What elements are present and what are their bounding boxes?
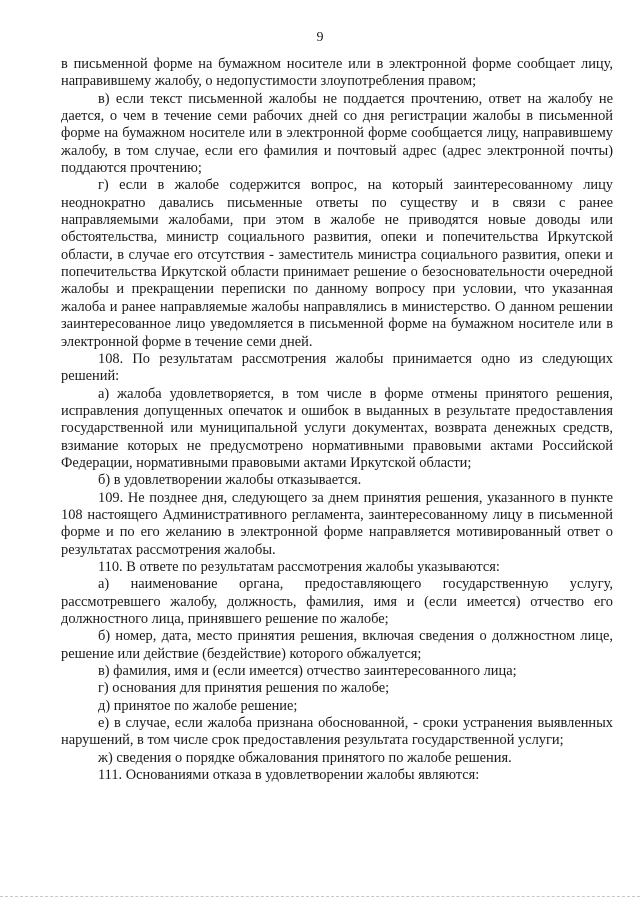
paragraph-108: 108. По результатам рассмотрения жалобы принимается одно из следующих решений: [61, 350, 613, 385]
page-number: 9 [316, 30, 324, 45]
paragraph-109: 109. Не позднее дня, следующего за днем принятия решения, указанного в пункте 108 настоящего Административного регламента, заинтересованному лицу в письменной форме и по его желанию в электронной форме направляется мотивированный ответ о результатах рассмотрения жалобы. [61, 489, 613, 558]
paragraph-110-b: б) номер, дата, место принятия решения, включая сведения о должностном лице, решение или действие (бездействие) которого обжалуется; [61, 628, 613, 662]
document-body [61, 56, 613, 784]
paragraph-110-d: д) принятое по жалобе решение; [98, 697, 298, 714]
scan-edge-line [0, 896, 640, 898]
paragraph-110-zh: ж) сведения о порядке обжалования принятого по жалобе решения. [98, 749, 512, 766]
paragraph-111: 111. Основаниями отказа в удовлетворении жалобы являются: [98, 767, 480, 784]
paragraph-item-g: г) если в жалобе содержится вопрос, на который заинтересованному лицу неоднократно давались письменные ответы по существу и в связи с ранее направляемыми жалобами, при этом в жалобе не приводятся новые доводы или обстоятельства, министр социального развития, опеки и попечительства Иркутской области, в случае его отсутствия - заместитель министра социального развития, опеки и попечительства Иркутской области принимает решение о безосновательности очередной жалобы и прекращении переписки по данному вопросу при условии, что указанная жалоба и ранее направляемые жалобы направлялись в министерство. О данном решении заинтересованное лицо уведомляется в письменной форме на бумажном носителе или в электронной форме в течение семи дней. [61, 177, 613, 350]
paragraph-108-b: б) в удовлетворении жалобы отказывается. [98, 472, 362, 489]
paragraph-110-g: г) основания для принятия решения по жалобе; [98, 680, 390, 697]
paragraph-110-v: в) фамилия, имя и (если имеется) отчество заинтересованного лица; [98, 663, 517, 680]
paragraph-item-v: в) если текст письменной жалобы не поддается прочтению, ответ на жалобу не дается, о чем в течение семи рабочих дней со дня регистрации жалобы в письменной форме на бумажном носителе или в электронной форме сообщается лицу, направившему жалобу, в том случае, если его фамилия и почтовый адрес (адрес электронной почты) поддаются прочтению; [61, 90, 613, 177]
paragraph-continuation: в письменной форме на бумажном носителе или в электронной форме сообщает лицу, направившему жалобу, о недопустимости злоупотребления правом; [61, 56, 613, 90]
paragraph-110-e: е) в случае, если жалоба признана обоснованной, - сроки устранения выявленных нарушений, в том числе срок предоставления результата государственной услуги; [61, 715, 613, 749]
paragraph-110: 110. В ответе по результатам рассмотрения жалобы указываются: [98, 558, 500, 575]
paragraph-108-a: а) жалоба удовлетворяется, в том числе в форме отмены принятого решения, исправления допущенных опечаток и ошибок в выданных в результате предоставления государственной или муниципальной услуги документах, возврата денежных средств, взимание которых не предусмотрено нормативными правовыми актами Российской Федерации, нормативными правовыми актами Иркутской области; [61, 385, 613, 471]
paragraph-110-a: а) наименование органа, предоставляющего государственную услугу, рассмотревшего жалобу, должность, фамилия, имя и (если имеется) отчество его должностного лица, принявшего решение по жалобе; [61, 576, 613, 627]
